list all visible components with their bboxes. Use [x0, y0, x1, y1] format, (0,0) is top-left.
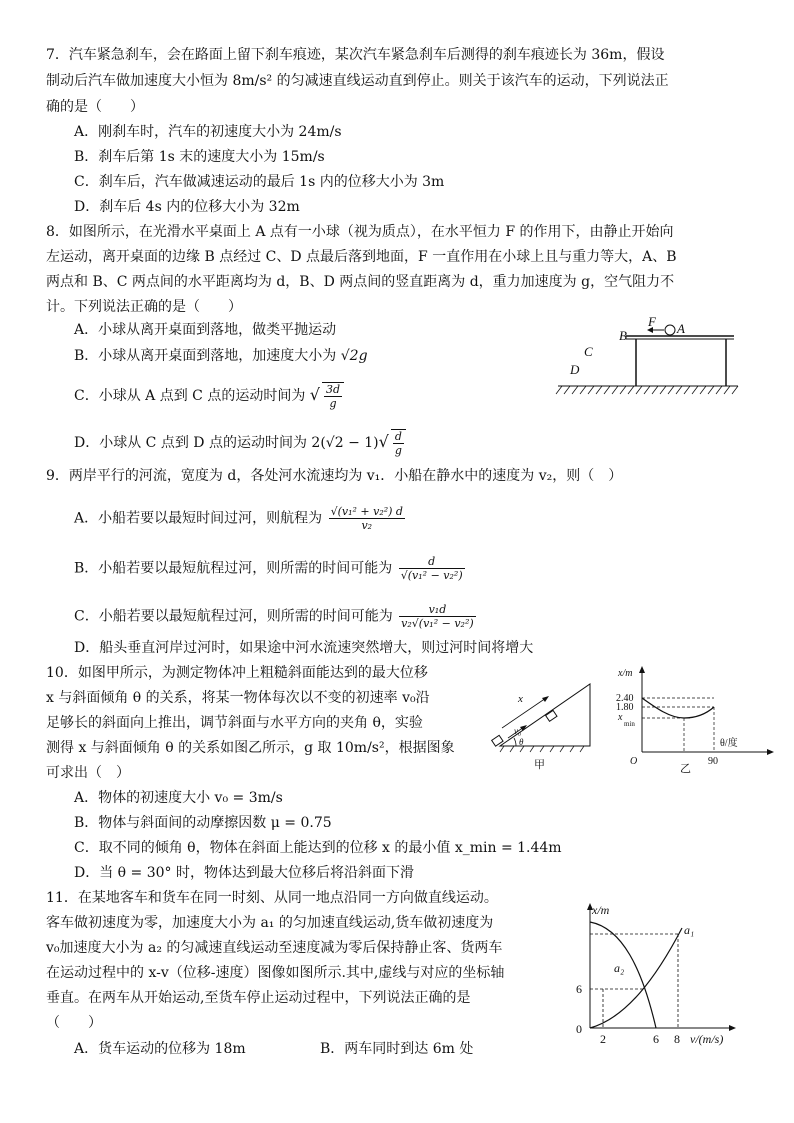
q8-option-d: D．小球从 C 点到 D 点的运动时间为 2(√2 − 1)√ $\frac{d}{g}$	[74, 429, 408, 457]
origin: O	[630, 756, 638, 767]
tick-y0: 0	[576, 1022, 582, 1036]
q7-line1: 7．汽车紧急刹车，会在路面上留下刹车痕迹，某次汽车紧急刹车后测得的刹车痕迹长为 36m，假设	[46, 47, 665, 63]
tick-ymin: x	[618, 712, 623, 723]
label-v0: v₀	[514, 726, 522, 736]
q9-option-d: D．船头垂直河岸过河时，如果途中河水流速突然增大，则过河时间将增大	[74, 640, 534, 656]
label-x: x	[518, 693, 523, 705]
q10-option-d: D．当 θ = 30° 时，物体达到最大位移后将沿斜面下滑	[74, 865, 414, 881]
q8-line1: 8．如图所示，在光滑水平桌面上 A 点有一小球（视为质点），在水平恒力 F 的作用下，由静止开始向	[46, 224, 674, 240]
xlabel: θ/度	[720, 738, 738, 749]
y-axis-arrow-icon	[639, 666, 645, 673]
q7-option-b: B．刹车后第 1s 末的速度大小为 15m/s	[74, 149, 325, 165]
label-theta: θ	[519, 737, 524, 747]
curve-a1	[590, 928, 682, 1028]
q11-line6: （ ）	[46, 1015, 102, 1031]
q10-line2: x 与斜面倾角 θ 的关系，将某一物体每次以不变的初速率 v₀沿	[46, 690, 430, 706]
q9-line1: 9．两岸平行的河流，宽度为 d，各处河水流速均为 v₁．小船在静水中的速度为 v₂，则（ ）	[46, 468, 623, 484]
tick-x6: 6	[653, 1032, 659, 1046]
q10-line1: 10．如图甲所示，为测定物体冲上粗糙斜面能达到的最大位移	[46, 665, 428, 681]
q9-option-b: B．小船若要以最短航程过河，则所需的时间可能为 $\frac{d}{\text{√(v₁² − v₂²)}}$	[74, 555, 463, 582]
q7-option-d: D．刹车后 4s 内的位移大小为 32m	[74, 199, 300, 215]
q8-option-b: B．小球从离开桌面到落地，加速度大小为 √2g	[74, 348, 368, 364]
q8-option-c-fraction: $\frac{3d}{g}$	[322, 382, 344, 410]
q11-line5: 垂直。在两车从开始运动,至货车停止运动过程中，下列说法正确的是	[46, 990, 471, 1006]
x-arrow-icon	[542, 696, 549, 702]
curve-a2	[590, 922, 656, 1028]
q8-option-a: A．小球从离开桌面到落地，做类平抛运动	[74, 322, 337, 338]
q10-graph-figure	[608, 662, 778, 774]
q7-line2: 制动后汽车做加速度大小恒为 8m/s² 的匀减速直线运动直到停止。则关于该汽车的运动，下列说法正	[46, 73, 669, 89]
q11-line3: v₀加速度大小为 a₂ 的匀减速直线运动至速度减为零后保持静止客、货两车	[46, 940, 503, 956]
label-d: D	[570, 362, 580, 377]
tick-y6: 6	[576, 982, 582, 996]
xlabel: v/(m/s)	[690, 1032, 724, 1046]
q7-line3: 确的是（ ）	[46, 99, 144, 115]
ylabel: x/m	[618, 668, 633, 679]
q10-line4: 测得 x 与斜面倾角 θ 的关系如图乙所示，g 取 10m/s²，根据图象	[46, 740, 455, 756]
q10-incline-figure	[494, 672, 604, 772]
q10-option-a: A．物体的初速度大小 v₀ = 3m/s	[74, 790, 283, 806]
tick-y1: 2.40	[616, 693, 634, 704]
q9-option-c: C．小船若要以最短航程过河，则所需的时间可能为 $\frac{\text{v₁d}}{\text{v₂√(v₁² − v₂²)}}$	[74, 603, 474, 630]
q7-option-c: C．刹车后，汽车做减速运动的最后 1s 内的位移大小为 3m	[74, 174, 445, 190]
q11-option-a: A．货车运动的位移为 18m	[74, 1041, 246, 1057]
caption-yi: 乙	[680, 763, 691, 775]
q11-line2: 客车做初速度为零，加速度大小为 a₁ 的匀加速直线运动,货车做初速度为	[46, 915, 494, 931]
label-a: A	[677, 321, 685, 336]
q11-graph-figure	[566, 898, 746, 1048]
q8-option-c: C．小球从 A 点到 C 点的运动时间为 √ $\frac{3d}{g}$	[74, 382, 346, 410]
tick-x90: 90	[708, 756, 718, 767]
x-axis-arrow-icon	[729, 1025, 736, 1031]
x-axis-arrow-icon	[767, 749, 774, 755]
label-b: B	[619, 328, 627, 343]
caption-jia: 甲	[534, 759, 545, 771]
q9-option-a: A．小船若要以最短时间过河，则航程为 $\frac{\text{√(v₁² + v₂²) d}}{\text{v₂}}$	[74, 505, 403, 532]
q7-option-a: A．刚刹车时，汽车的初速度大小为 24m/s	[74, 124, 342, 140]
q10-line3: 足够长的斜面向上推出，调节斜面与水平方向的夹角 θ，实验	[46, 715, 423, 731]
ball-icon	[665, 325, 675, 335]
q11-option-b: B．两车同时到达 6m 处	[320, 1041, 474, 1057]
q11-line1: 11．在某地客车和货车在同一时刻、从同一地点沿同一方向做直线运动。	[46, 890, 498, 906]
q8-line3: 两点和 B、C 两点间的水平距离均为 d，B、D 两点间的竖直距离为 d，重力加速度为 g，空气阻力不	[46, 274, 675, 290]
q9-option-b-fraction: $\frac{d}{\text{√(v₁² − v₂²)}}$	[400, 555, 463, 582]
tick-y2: 1.80	[616, 702, 634, 713]
label-f: F	[648, 314, 656, 329]
tick-ymin-sub: min	[624, 720, 635, 728]
label-c: C	[584, 344, 593, 359]
q8-line4: 计。下列说法正确的是（ ）	[46, 299, 242, 315]
q10-option-b: B．物体与斜面间的动摩擦因数 μ = 0.75	[74, 815, 332, 831]
q8-option-b-value: √2g	[340, 348, 368, 364]
q8-table-figure	[556, 310, 756, 400]
q10-line5: 可求出（ ）	[46, 765, 130, 781]
q9-option-c-fraction: $\frac{\text{v₁d}}{\text{v₂√(v₁² − v₂²)}}$	[401, 603, 474, 630]
q8-line2: 左运动，离开桌面的边缘 B 点经过 C、D 点最后落到地面，F 一直作用在小球上且与重力等大，A、B	[46, 249, 677, 265]
q11-line4: 在运动过程中的 x-v（位移-速度）图像如图所示.其中,虚线与对应的坐标轴	[46, 965, 505, 981]
label-a2: a₂	[614, 961, 625, 975]
q9-option-a-fraction: $\frac{\text{√(v₁² + v₂²) d}}{\text{v₂}}$	[330, 505, 403, 532]
tick-x8: 8	[674, 1032, 680, 1046]
tick-x2: 2	[600, 1032, 606, 1046]
label-a1: a₁	[684, 923, 695, 937]
q10-option-c: C．取不同的倾角 θ，物体在斜面上能达到的位移 x 的最小值 x_min = 1.44m	[74, 840, 562, 856]
q8-option-d-fraction: $\frac{d}{g}$	[391, 429, 406, 457]
ylabel: x/m	[592, 903, 610, 917]
x-theta-curve	[642, 698, 714, 718]
